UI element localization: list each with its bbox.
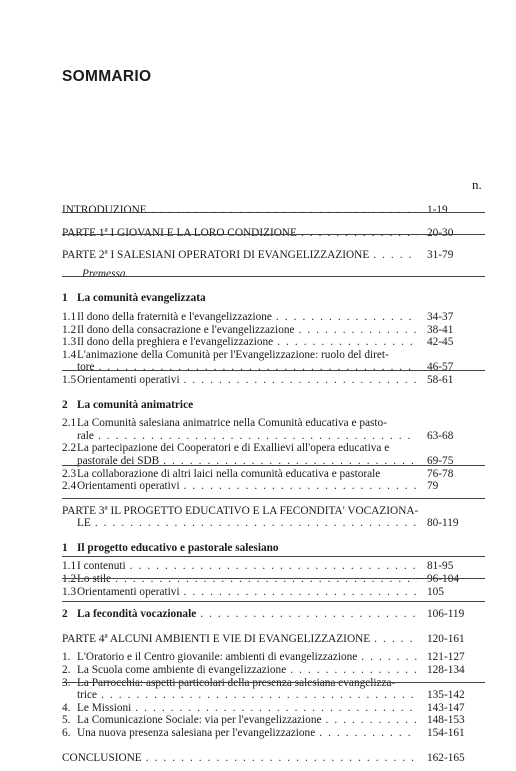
divider bbox=[62, 465, 485, 466]
toc-entry-continuation: rale . . . 63-68 bbox=[62, 430, 485, 443]
page-range: 121-127 bbox=[427, 651, 465, 664]
table-of-contents bbox=[62, 200, 485, 764]
toc-entry-continuation: pastorale dei SDB . . . 69-75 bbox=[62, 455, 485, 468]
toc-entry: 5. La Comunicazione Sociale: via per l'evangelizzazione . . . 148-153 bbox=[62, 714, 485, 727]
page-range: 69-75 bbox=[427, 454, 454, 467]
toc-entry: 1.3 Il dono della preghiera e l'evangelizzazione . . . 42-45 bbox=[62, 336, 485, 349]
toc-entry: 2.4 Orientamenti operativi . . . 79 bbox=[62, 480, 485, 493]
page-range: 120-161 bbox=[427, 632, 465, 645]
page-range: 46-57 bbox=[427, 361, 454, 374]
divider bbox=[62, 276, 485, 277]
divider bbox=[62, 556, 485, 557]
page-range: 148-153 bbox=[427, 714, 465, 727]
toc-entry-parte-3: PARTE 3ª IL PROGETTO EDUCATIVO E LA FECONDITA' VOCAZIONA- bbox=[62, 504, 419, 517]
divider bbox=[62, 370, 485, 371]
page-range: 154-161 bbox=[427, 727, 465, 739]
toc-entry-continuation: trice . . . 135-142 bbox=[62, 689, 485, 702]
toc-entry: 1.1 I contenuti . . . 81-95 bbox=[62, 560, 485, 573]
toc-entry: 4. Le Missioni . . . 143-147 bbox=[62, 702, 485, 715]
divider bbox=[62, 498, 485, 499]
toc-entry-parte-1: PARTE 1ª I GIOVANI E LA LORO CONDIZIONE . . . 20-30 bbox=[62, 227, 485, 240]
toc-entry: 6. Una nuova presenza salesiana per l'evangelizzazione . . . 154-161 bbox=[62, 727, 485, 740]
page-range: 20-30 bbox=[427, 226, 454, 239]
page-range: 76-78 bbox=[427, 467, 454, 480]
page-range: 1-19 bbox=[427, 204, 448, 216]
page-range: 42-45 bbox=[427, 336, 454, 349]
toc-entry: 2. La Scuola come ambiente di evangelizzazione . . . 128-134 bbox=[62, 664, 485, 677]
page-range: 31-79 bbox=[427, 249, 454, 262]
toc-entry-conclusione: CONCLUSIONE . . . 162-165 bbox=[62, 752, 485, 765]
toc-entry-parte-2: PARTE 2ª I SALESIANI OPERATORI DI EVANGELIZZAZIONE . . . 31-79 bbox=[62, 249, 485, 262]
toc-entry-continuation: LE . . . 80-119 bbox=[62, 517, 485, 530]
page-range: 38-41 bbox=[427, 323, 454, 336]
toc-entry: 2.3 La collaborazione di altri laici nella comunità educativa e pastorale 76-78 bbox=[62, 468, 485, 481]
toc-entry: 1.4 L'animazione della Comunità per l'Evangelizzazione: ruolo del diret- bbox=[62, 348, 389, 361]
toc-entry-continuation: tore . . . 46-57 bbox=[62, 361, 485, 374]
divider bbox=[62, 212, 485, 213]
page-range: 96-104 bbox=[427, 573, 460, 586]
page-range: 105 bbox=[427, 585, 444, 598]
page-title: SOMMARIO bbox=[62, 68, 152, 85]
toc-entry: 1.5 Orientamenti operativi . . . 58-61 bbox=[62, 374, 485, 387]
section-heading: 2 La comunità animatrice bbox=[62, 398, 194, 411]
divider bbox=[62, 682, 485, 683]
toc-entry: 3. La Parrocchia: aspetti particolari della presenza salesiana evangelizza- bbox=[62, 676, 396, 689]
page-range: 34-37 bbox=[427, 310, 454, 323]
page-range: 106-119 bbox=[427, 608, 465, 621]
page-column-label: n. bbox=[472, 177, 482, 192]
page-range: 63-68 bbox=[427, 429, 454, 442]
divider bbox=[62, 234, 485, 235]
toc-entry-parte-4: PARTE 4ª ALCUNI AMBIENTI E VIE DI EVANGELIZZAZIONE . . . 120-161 bbox=[62, 633, 485, 646]
divider bbox=[62, 578, 485, 579]
divider bbox=[62, 601, 485, 602]
page-range: 81-95 bbox=[427, 560, 454, 573]
page-range: 135-142 bbox=[427, 689, 465, 702]
toc-entry: 1.2 Il dono della consacrazione e l'evangelizzazione . . . 38-41 bbox=[62, 324, 485, 337]
section-heading: 1 Il progetto educativo e pastorale salesiano bbox=[62, 541, 279, 554]
toc-entry-introduzione: INTRODUZIONE . . . 1-19 bbox=[62, 204, 485, 217]
toc-entry: 2.1 La Comunità salesiana animatrice nella Comunità educativa e pasto- bbox=[62, 417, 387, 430]
toc-entry: 1. L'Oratorio e il Centro giovanile: ambienti di evangelizzazione . . . 121-127 bbox=[62, 651, 485, 664]
page-range: 128-134 bbox=[427, 664, 465, 677]
section-heading: 1 La comunità evangelizzata bbox=[62, 292, 206, 305]
toc-premessa: Premessa. bbox=[82, 267, 129, 280]
page-range: 162-165 bbox=[427, 751, 465, 764]
toc-entry: 2.2 La partecipazione dei Cooperatori e di Exallievi all'opera educativa e bbox=[62, 442, 390, 455]
toc-entry: 1.3 Orientamenti operativi . . . 105 bbox=[62, 586, 485, 599]
page-range: 79 bbox=[427, 480, 439, 493]
toc-entry: 1.1 Il dono della fraternità e l'evangelizzazione . . . 34-37 bbox=[62, 311, 485, 324]
toc-entry: 1.2 Lo stile . . . 96-104 bbox=[62, 573, 485, 586]
page-range: 58-61 bbox=[427, 373, 454, 386]
page-range: 143-147 bbox=[427, 701, 465, 714]
section-heading: 2 La fecondità vocazionale . . . 106-119 bbox=[62, 608, 485, 621]
page-range: 80-119 bbox=[427, 517, 459, 530]
